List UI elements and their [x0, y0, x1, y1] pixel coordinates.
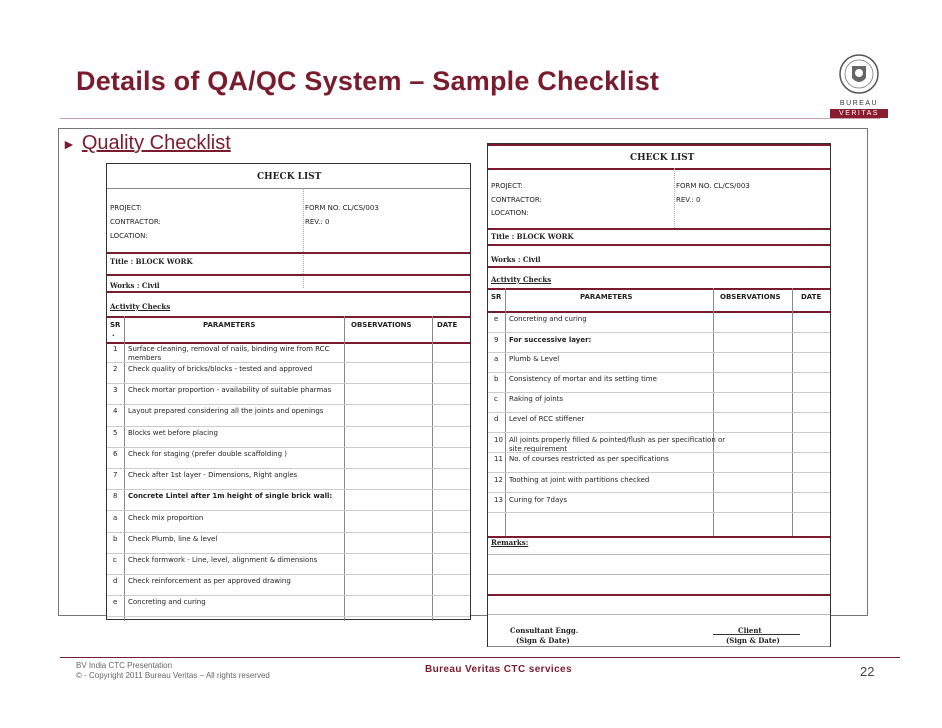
consultant-label: Consultant Engg.: [510, 626, 579, 635]
row-parameter: Consistency of mortar and its setting time: [509, 375, 657, 383]
revision-label: REV.: 0: [305, 218, 330, 226]
row-sr: 1: [113, 345, 118, 353]
client-sign-label: (Sign & Date): [726, 636, 780, 645]
row-parameter: Surface cleaning, removal of nails, binding wire from RCC: [128, 345, 330, 353]
row-parameter: No. of courses restricted as per specifications: [509, 455, 669, 463]
row-parameter: Curing for 7days: [509, 496, 568, 504]
slide-title: Details of QA/QC System – Sample Checklist: [76, 66, 660, 96]
row-sr: c: [494, 395, 498, 403]
row-sr: e: [494, 315, 499, 323]
form-heading: CHECK LIST: [257, 172, 322, 182]
col-parameters: PARAMETERS: [203, 321, 256, 329]
row-sr: 13: [494, 496, 503, 504]
row-sr: b: [494, 375, 499, 383]
row-parameter: Concreting and curing: [509, 315, 587, 323]
row-parameter: Plumb & Level: [509, 355, 560, 363]
revision-label: REV.: 0: [676, 196, 701, 204]
client-label: Client: [738, 626, 762, 635]
project-label: PROJECT:: [491, 182, 523, 190]
row-sr: 11: [494, 455, 503, 463]
footer-copyright: © - Copyright 2011 Bureau Veritas – All rights reserved: [76, 671, 270, 680]
row-sr: 6: [113, 450, 118, 458]
contractor-label: CONTRACTOR:: [110, 218, 161, 226]
row-sr: d: [494, 415, 499, 423]
consultant-sign-label: (Sign & Date): [516, 636, 570, 645]
row-parameter: site requirement: [509, 445, 568, 453]
col-observations: OBSERVATIONS: [351, 321, 412, 329]
row-parameter: Concrete Lintel after 1m height of single brick wall:: [128, 492, 333, 500]
row-parameter: Check reinforcement as per approved drawing: [128, 577, 291, 585]
row-sr: 7: [113, 471, 118, 479]
row-sr: e: [113, 598, 118, 606]
seal-icon: [838, 52, 880, 98]
row-parameter: Check mix proportion: [128, 514, 204, 522]
row-parameter: Check quality of bricks/blocks - tested and approved: [128, 365, 313, 373]
logo-word-veritas: VERITAS: [830, 109, 888, 118]
form-number: FORM NO. CL/CS/003: [676, 182, 750, 190]
col-sr-dot: .: [112, 330, 115, 338]
form-title: Title : BLOCK WORK: [110, 257, 193, 266]
row-parameter: Check mortar proportion - availability of suitable pharmas: [128, 386, 332, 394]
row-sr: 4: [113, 407, 118, 415]
bullet-quality-checklist: [62, 132, 231, 155]
activity-checks-heading: Activity Checks: [110, 302, 171, 311]
row-sr: 2: [113, 365, 118, 373]
row-parameter: Raking of joints: [509, 395, 564, 403]
works-label: Works : Civil: [110, 281, 160, 290]
col-parameters: PARAMETERS: [580, 293, 633, 301]
title-divider: [60, 118, 880, 119]
row-parameter: Check Plumb, line & level: [128, 535, 218, 543]
row-parameter: Toothing at joint with partitions checked: [509, 476, 650, 484]
footer-presentation-name: BV India CTC Presentation: [76, 661, 173, 670]
row-sr: c: [113, 556, 117, 564]
row-parameter: All joints properly filled & pointed/flush as per specification or: [509, 436, 726, 444]
remarks-label: Remarks:: [491, 538, 529, 547]
row-sr: 9: [494, 336, 499, 344]
row-sr: 5: [113, 429, 118, 437]
form-title: Title : BLOCK WORK: [491, 232, 574, 241]
activity-checks-heading: Activity Checks: [491, 275, 552, 284]
row-sr: 12: [494, 476, 503, 484]
checklist-form-page-2: [487, 143, 831, 647]
row-parameter: Check for staging (prefer double scaffolding ): [128, 450, 288, 458]
footer-divider: [60, 657, 900, 658]
row-parameter: Concreting and curing: [128, 598, 206, 606]
footer-company: Bureau Veritas CTC services: [425, 664, 572, 675]
col-sr: SR: [110, 321, 121, 329]
bullet-label: Quality Checklist: [81, 132, 231, 154]
row-sr: a: [113, 514, 118, 522]
row-sr: b: [113, 535, 118, 543]
location-label: LOCATION:: [491, 209, 529, 217]
col-date: DATE: [801, 293, 822, 301]
works-label: Works : Civil: [491, 255, 541, 264]
row-sr: 10: [494, 436, 503, 444]
logo-word-bureau: BUREAU: [839, 100, 879, 107]
row-parameter: Check after 1st layer - Dimensions, Right angles: [128, 471, 298, 479]
row-parameter: Level of RCC stiffener: [509, 415, 585, 423]
project-label: PROJECT:: [110, 204, 142, 212]
row-sr: d: [113, 577, 118, 585]
col-sr: SR: [491, 293, 502, 301]
row-sr: a: [494, 355, 499, 363]
row-sr: 8: [113, 492, 118, 500]
row-parameter: members: [128, 354, 162, 362]
form-heading: CHECK LIST: [630, 153, 695, 163]
col-date: DATE: [437, 321, 458, 329]
row-parameter: Check formwork - Line, level, alignment & dimensions: [128, 556, 318, 564]
bureau-veritas-logo: [830, 52, 888, 122]
row-parameter: For successive layer:: [509, 336, 592, 344]
row-parameter: Layout prepared considering all the joints and openings: [128, 407, 324, 415]
bullet-arrow-icon: ►: [62, 135, 76, 152]
page-number: 22: [860, 664, 875, 679]
contractor-label: CONTRACTOR:: [491, 196, 542, 204]
form-number: FORM NO. CL/CS/003: [305, 204, 379, 212]
row-parameter: Blocks wet before placing: [128, 429, 218, 437]
row-sr: 3: [113, 386, 118, 394]
checklist-form-page-1: [106, 163, 471, 620]
col-observations: OBSERVATIONS: [720, 293, 781, 301]
location-label: LOCATION:: [110, 232, 148, 240]
